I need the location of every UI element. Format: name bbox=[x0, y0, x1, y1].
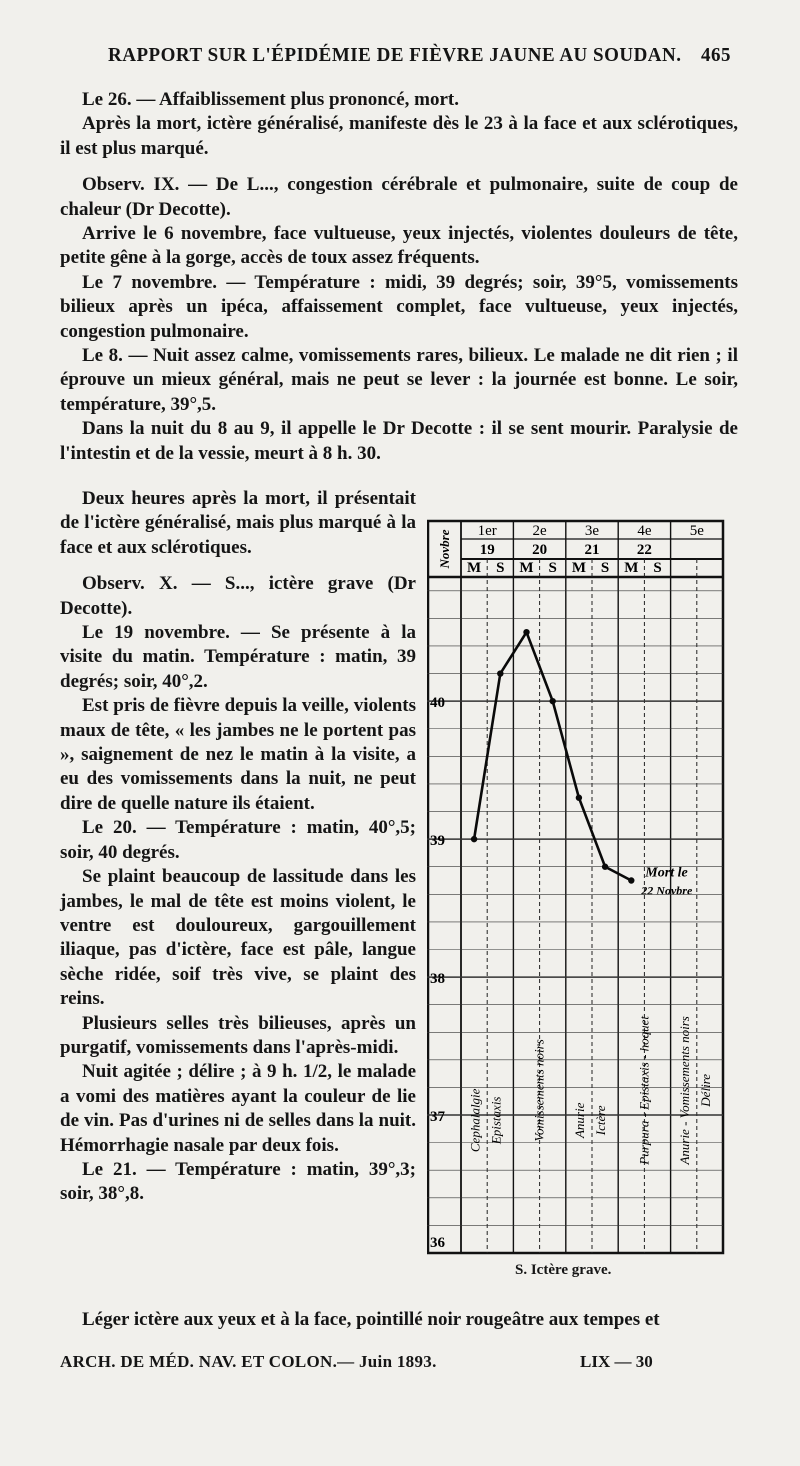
top-text-block bbox=[60, 88, 738, 466]
temperature-point bbox=[602, 864, 608, 870]
y-tick-label: 37 bbox=[430, 1109, 445, 1126]
paragraph: Le 20. — Température : matin, 40°,5; soir, 40 degrés. bbox=[60, 817, 416, 863]
death-annotation: Mort le bbox=[645, 865, 688, 881]
paragraph: Plusieurs selles très bilieuses, après un purgatif, vomissements dans l'après-midi. bbox=[60, 1012, 416, 1058]
date-label: 20 bbox=[532, 542, 548, 558]
y-tick-label: 39 bbox=[430, 833, 445, 850]
paragraph: Après la mort, ictère généralisé, manifeste dès le 23 à la face et aux sclérotiques, il est plus marqué. bbox=[60, 113, 738, 159]
y-tick-label: 36 bbox=[430, 1235, 445, 1251]
sub-column-label: M bbox=[467, 560, 482, 576]
symptom-annotation: Cephalalgie bbox=[467, 1088, 483, 1153]
sub-column-label: M bbox=[624, 560, 639, 576]
y-tick-label: 38 bbox=[430, 971, 445, 988]
date-label: 19 bbox=[479, 542, 495, 558]
symptom-annotation: Anurie bbox=[572, 1102, 588, 1139]
temperature-chart-svg bbox=[427, 517, 725, 1257]
paragraph: Le 26. — Affaiblissement plus prononcé, mort. bbox=[82, 89, 460, 110]
symptom-annotation: Délire bbox=[697, 1073, 713, 1107]
sub-column-label: S bbox=[653, 560, 662, 576]
sub-column-label: S bbox=[600, 560, 610, 576]
symptom-annotation: Anurie - Vomissements noirs bbox=[677, 1016, 693, 1165]
paragraph: Arrive le 6 novembre, face vultueuse, yeux injectés, violentes douleurs de tête, petite gêne à la gorge, accès de toux assez fréquents. bbox=[60, 223, 738, 269]
paragraph: Le 19 novembre. — Se présente à la visite du matin. Température : matin, 39 degrés; soir, 40°,2. bbox=[60, 622, 416, 692]
paragraph: Nuit agitée ; délire ; à 9 h. 1/2, le malade a vomi des matières ayant la couleur de lie de vin. Pas d'urines ni de selles dans la nuit. Hémorrhagie nasale par deux fois. bbox=[60, 1061, 416, 1156]
symptom-annotation: Epistaxis bbox=[488, 1096, 504, 1145]
temperature-point bbox=[628, 877, 634, 883]
footer-signature: LIX — 30 bbox=[580, 1352, 653, 1371]
day-label: 5e bbox=[689, 523, 704, 539]
temperature-point bbox=[576, 795, 582, 801]
symptom-annotation: Vomissements noirs bbox=[531, 1039, 547, 1142]
paragraph: Deux heures après la mort, il présentait de l'ictère généralisé, mais plus marqué à la face et aux sclérotiques. bbox=[60, 488, 416, 558]
observation-heading: Observ. X. — S..., ictère grave (Dr Decotte). bbox=[60, 573, 416, 619]
sub-column-label: S bbox=[496, 560, 505, 576]
day-label: 3e bbox=[584, 523, 600, 539]
temperature-point bbox=[497, 670, 503, 676]
observation-heading: Observ. IX. — De L..., congestion cérébrale et pulmonaire, suite de coup de chaleur (Dr Decotte). bbox=[60, 174, 738, 220]
day-label: 1er bbox=[477, 523, 497, 539]
footer-journal: ARCH. DE MÉD. NAV. ET COLON.— Juin 1893. bbox=[60, 1352, 437, 1371]
temperature-chart bbox=[427, 517, 725, 1257]
left-column-text bbox=[60, 487, 416, 1207]
paragraph: Dans la nuit du 8 au 9, il appelle le Dr Decotte : il se sent mourir. Paralysie de l'intestin et de la vessie, meurt à 8 h. 30. bbox=[60, 418, 738, 464]
paragraph: Est pris de fièvre depuis la veille, violents maux de tête, « les jambes ne le portent pas », saignement de nez le matin à la visite, a eu des vomissements dans la nuit, ne peut dire de quelle nature ils étaient. bbox=[60, 695, 416, 814]
paragraph: Le 8. — Nuit assez calme, vomissements rares, bilieux. Le malade ne dit rien ; il éprouve un mieux général, mais ne peut se lever : la journée est bonne. Le soir, température, 39°,5. bbox=[60, 345, 738, 415]
header-page-number: 465 bbox=[701, 44, 731, 67]
corner-label: Novbre bbox=[437, 529, 452, 569]
paragraph: Se plaint beaucoup de lassitude dans les jambes, le mal de tête est moins violent, le ventre est douloureux, gargouillement iliaque, pas d'ictère, face est pâle, langue sèche ridée, soif très vive, se plaint des reins. bbox=[60, 866, 416, 1010]
symptom-annotation: Ictère bbox=[593, 1105, 609, 1136]
paragraph: Léger ictère aux yeux et à la face, pointillé noir rougeâtre aux tempes et bbox=[82, 1309, 660, 1330]
day-label: 2e bbox=[532, 523, 547, 539]
date-label: 21 bbox=[584, 542, 600, 558]
y-tick-label: 40 bbox=[430, 695, 445, 712]
sub-column-label: S bbox=[548, 560, 557, 576]
death-annotation: 22 Novbre bbox=[641, 883, 693, 898]
paragraph: Le 21. — Température : matin, 39°,3; soir, 38°,8. bbox=[60, 1158, 416, 1205]
header-title: RAPPORT SUR L'ÉPIDÉMIE DE FIÈVRE JAUNE AU SOUDAN. bbox=[108, 44, 682, 67]
temperature-point bbox=[550, 698, 556, 704]
temperature-point bbox=[523, 629, 529, 635]
sub-column-label: M bbox=[571, 560, 586, 576]
sub-column-label: M bbox=[519, 560, 534, 576]
paragraph: Le 7 novembre. — Température : midi, 39 degrés; soir, 39°5, vomissements bilieux après un ipéca, affaissement complet, face vultueuse, yeux injectés, congestion pulmonaire. bbox=[60, 271, 738, 342]
date-label: 22 bbox=[636, 542, 652, 558]
bottom-text-block bbox=[60, 1308, 738, 1332]
day-label: 4e bbox=[637, 523, 652, 539]
symptom-annotation: Purpura - Epistaxis - hoquet bbox=[636, 1015, 652, 1165]
temperature-point bbox=[471, 836, 477, 842]
chart-caption: S. Ictère grave. bbox=[515, 1262, 612, 1278]
